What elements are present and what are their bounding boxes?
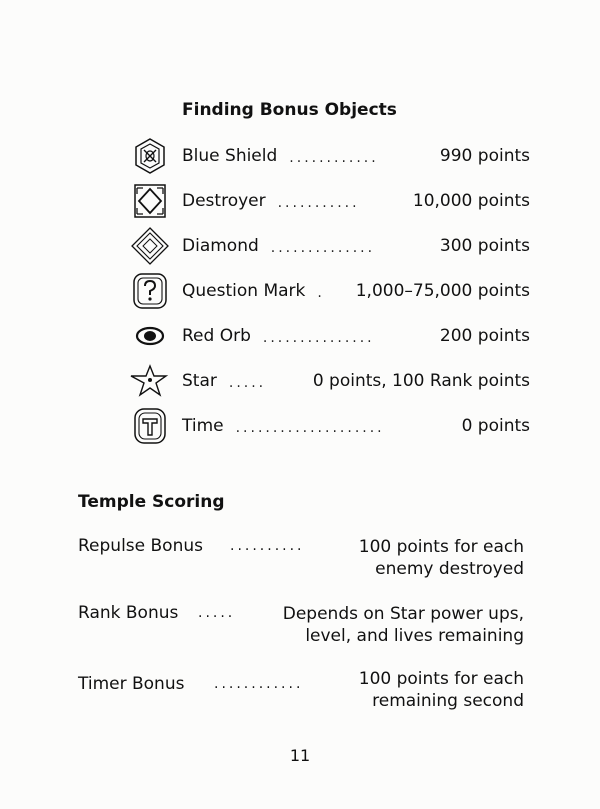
description-line: enemy destroyed <box>375 559 524 579</box>
bonus-item-question-mark <box>128 271 530 311</box>
scoring-description <box>283 603 524 647</box>
bonus-item-destroyer <box>128 181 530 221</box>
scoring-item-rank-bonus <box>78 603 524 649</box>
bonus-name: Diamond <box>182 236 259 256</box>
bonus-objects-heading: Finding Bonus Objects <box>182 100 397 120</box>
dot-leader: ............ <box>289 150 379 166</box>
dot-leader: ............... <box>262 330 375 346</box>
bonus-item-blue-shield <box>128 136 530 176</box>
bonus-name: Star <box>182 371 217 391</box>
bonus-name: Destroyer <box>182 191 266 211</box>
question-mark-icon <box>128 271 172 311</box>
bonus-value: 300 points <box>439 236 530 256</box>
blue-shield-icon <box>128 136 172 176</box>
diamond-icon <box>128 226 172 266</box>
description-line: level, and lives remaining <box>305 626 524 646</box>
description-line: 100 points for each <box>358 537 524 557</box>
scoring-item-repulse-bonus <box>78 536 524 582</box>
dot-leader: ............ <box>214 676 304 692</box>
bonus-value: 0 points <box>461 416 530 436</box>
bonus-item-red-orb <box>128 316 530 356</box>
temple-scoring-heading: Temple Scoring <box>78 492 225 512</box>
dot-leader: ........... <box>277 195 360 211</box>
dot-leader: ..... <box>198 605 236 621</box>
destroyer-icon <box>128 181 172 221</box>
bonus-item-time <box>128 406 530 446</box>
bonus-value: 1,000–75,000 points <box>355 281 530 301</box>
description-line: remaining second <box>372 691 524 711</box>
red-orb-icon <box>128 316 172 356</box>
time-icon <box>128 406 172 446</box>
bonus-name: Question Mark <box>182 281 306 301</box>
star-icon <box>128 361 172 401</box>
scoring-description <box>359 668 524 712</box>
scoring-name: Repulse Bonus <box>78 536 203 556</box>
scoring-description <box>359 536 524 580</box>
scoring-item-timer-bonus <box>78 668 524 714</box>
bonus-value: 990 points <box>439 146 530 166</box>
scoring-name: Timer Bonus <box>78 674 185 694</box>
dot-leader: ..... <box>228 375 267 391</box>
bonus-name: Blue Shield <box>182 146 278 166</box>
bonus-value: 0 points, 100 Rank points <box>312 371 530 391</box>
bonus-item-star <box>128 361 530 401</box>
bonus-name: Red Orb <box>182 326 251 346</box>
description-line: Depends on Star power ups, <box>282 604 524 624</box>
bonus-value: 10,000 points <box>412 191 530 211</box>
dot-leader: .................... <box>235 420 385 436</box>
bonus-name: Time <box>182 416 224 436</box>
page-number: 11 <box>289 746 311 765</box>
dot-leader: .......... <box>230 538 305 554</box>
dot-leader: . <box>317 285 325 301</box>
bonus-value: 200 points <box>439 326 530 346</box>
description-line: 100 points for each <box>358 669 524 689</box>
dot-leader: .............. <box>270 240 376 256</box>
bonus-item-diamond <box>128 226 530 266</box>
scoring-name: Rank Bonus <box>78 603 179 623</box>
